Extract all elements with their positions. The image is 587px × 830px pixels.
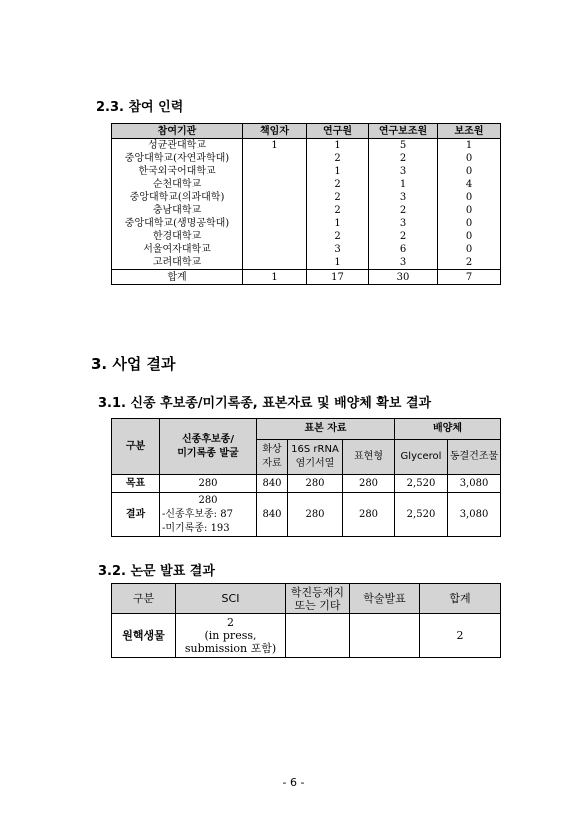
table-cell: 1 (307, 139, 369, 153)
col-new-species-line1: 신종후보종/ (182, 433, 234, 445)
publications-table (111, 583, 501, 658)
table-cell: 0 (438, 204, 501, 217)
section-2-3-title: 2.3. 참여 인력 (96, 100, 184, 115)
cell-result-rrna: 280 (288, 493, 343, 537)
table-row (112, 178, 501, 191)
col-gubun: 구분 (112, 584, 176, 614)
cell-target-freeze: 3,080 (448, 475, 501, 493)
col-glycerol: Glycerol (395, 440, 448, 475)
results-table (111, 418, 501, 537)
table-cell: 1 (369, 178, 438, 191)
table-cell: 0 (438, 243, 501, 256)
col-kci-line2: 또는 기타 (294, 598, 341, 612)
table-cell: 0 (438, 191, 501, 204)
total-cell: 30 (369, 270, 438, 285)
table-cell (243, 217, 307, 230)
table-cell: 3 (369, 165, 438, 178)
table-row (112, 614, 501, 658)
table-cell: 중앙대학교(의과대학) (112, 191, 243, 204)
table-cell: 0 (438, 152, 501, 165)
col-photo-line2: 자료 (262, 458, 282, 469)
col-total: 합계 (420, 584, 501, 614)
table-cell: 2 (369, 204, 438, 217)
table-cell (243, 152, 307, 165)
table-cell (243, 178, 307, 191)
cell-target-pheno: 280 (343, 475, 395, 493)
participants-table (111, 123, 501, 285)
col-rrna-line1: 16S rRNA (291, 444, 339, 455)
cell-result-new-candidates: -신종후보종: 87 (162, 508, 233, 520)
table-cell: 5 (369, 139, 438, 153)
col-photo (257, 440, 288, 475)
table-cell: 6 (369, 243, 438, 256)
page-number: - 6 - (282, 776, 305, 789)
table-row (112, 217, 501, 230)
col-phenotype: 표현형 (343, 440, 395, 475)
table-row (112, 475, 501, 493)
table-cell: 3 (369, 191, 438, 204)
col-freeze-dried: 동결건조물 (448, 440, 501, 475)
table-cell: 0 (438, 217, 501, 230)
section-3-2-title: 3.2. 논문 발표 결과 (98, 564, 215, 579)
table-row (112, 152, 501, 165)
cell-result-glycerol: 2,520 (395, 493, 448, 537)
cell-conference (350, 614, 420, 658)
table-cell: 1 (307, 165, 369, 178)
cell-target-new: 280 (160, 475, 257, 493)
cell-result-new-unrecorded: -미기록종: 193 (162, 522, 230, 534)
cell-kci (286, 614, 350, 658)
table-row (112, 230, 501, 243)
col-sci: SCI (176, 584, 286, 614)
cell-result-freeze: 3,080 (448, 493, 501, 537)
cell-result-pheno: 280 (343, 493, 395, 537)
table-cell: 3 (369, 256, 438, 270)
col-header: 책임자 (243, 124, 307, 139)
table-cell: 1 (438, 139, 501, 153)
table-cell: 2 (369, 230, 438, 243)
table-cell (243, 165, 307, 178)
table-row (112, 256, 501, 270)
table-cell: 1 (307, 217, 369, 230)
col-header: 참여기관 (112, 124, 243, 139)
col-specimen-group: 표본 자료 (257, 419, 395, 440)
table-cell: 2 (307, 178, 369, 191)
table-cell: 2 (307, 230, 369, 243)
table-cell: 3 (369, 217, 438, 230)
total-cell: 7 (438, 270, 501, 285)
col-kci-line1: 학진등재지 (290, 585, 345, 599)
table-cell: 1 (307, 256, 369, 270)
row-label-prokaryote: 원핵생물 (112, 614, 176, 658)
cell-sci-note1: (in press, (204, 629, 257, 642)
table-cell: 중앙대학교(자연과학대) (112, 152, 243, 165)
cell-target-rrna: 280 (288, 475, 343, 493)
table-cell: 서울여자대학교 (112, 243, 243, 256)
table-header-row (112, 124, 501, 139)
col-rrna (288, 440, 343, 475)
cell-sci-note2: submission 포함) (184, 642, 277, 655)
col-header: 보조원 (438, 124, 501, 139)
table-cell: 2 (307, 152, 369, 165)
table-cell: 4 (438, 178, 501, 191)
cell-target-photo: 840 (257, 475, 288, 493)
total-cell: 합계 (112, 270, 243, 285)
table-row (112, 191, 501, 204)
table-row (112, 165, 501, 178)
table-cell: 2 (307, 204, 369, 217)
col-photo-line1: 화상 (262, 444, 282, 455)
table-cell: 중앙대학교(생명공학대) (112, 217, 243, 230)
table-cell (243, 230, 307, 243)
table-cell: 0 (438, 230, 501, 243)
table-cell (243, 191, 307, 204)
table-cell: 성균관대학교 (112, 139, 243, 153)
table-cell: 2 (307, 191, 369, 204)
table-cell (243, 243, 307, 256)
cell-result-new-total: 280 (198, 494, 218, 506)
table-cell: 1 (243, 139, 307, 153)
cell-result-photo: 840 (257, 493, 288, 537)
total-cell: 1 (243, 270, 307, 285)
cell-target-glycerol: 2,520 (395, 475, 448, 493)
table-row (112, 243, 501, 256)
col-header: 연구원 (307, 124, 369, 139)
table-cell (243, 256, 307, 270)
table-row (112, 139, 501, 153)
col-new-species-line2: 미기록종 발굴 (177, 447, 239, 459)
table-cell: 0 (438, 165, 501, 178)
table-cell: 한국외국어대학교 (112, 165, 243, 178)
table-cell: 순천대학교 (112, 178, 243, 191)
col-culture-group: 배양체 (395, 419, 501, 440)
table-cell: 충남대학교 (112, 204, 243, 217)
table-row (112, 493, 501, 537)
cell-sci-count: 2 (227, 616, 234, 629)
section-3-1-title: 3.1. 신종 후보종/미기록종, 표본자료 및 배양체 확보 결과 (98, 396, 432, 411)
total-cell: 17 (307, 270, 369, 285)
col-gubun: 구분 (112, 419, 160, 475)
cell-result-new (160, 493, 257, 537)
total-row (112, 270, 501, 285)
col-header: 연구보조원 (369, 124, 438, 139)
table-cell: 2 (438, 256, 501, 270)
row-label-target: 목표 (112, 475, 160, 493)
table-row (112, 204, 501, 217)
table-cell: 2 (369, 152, 438, 165)
col-new-species (160, 419, 257, 475)
row-label-result: 결과 (112, 493, 160, 537)
cell-sci (176, 614, 286, 658)
section-3-title: 3. 사업 결과 (91, 355, 176, 373)
cell-total: 2 (420, 614, 501, 658)
table-cell: 한경대학교 (112, 230, 243, 243)
col-conference: 학술발표 (350, 584, 420, 614)
col-kci (286, 584, 350, 614)
col-rrna-line2: 염기서열 (295, 458, 335, 469)
table-cell: 고려대학교 (112, 256, 243, 270)
table-cell: 3 (307, 243, 369, 256)
table-cell (243, 204, 307, 217)
